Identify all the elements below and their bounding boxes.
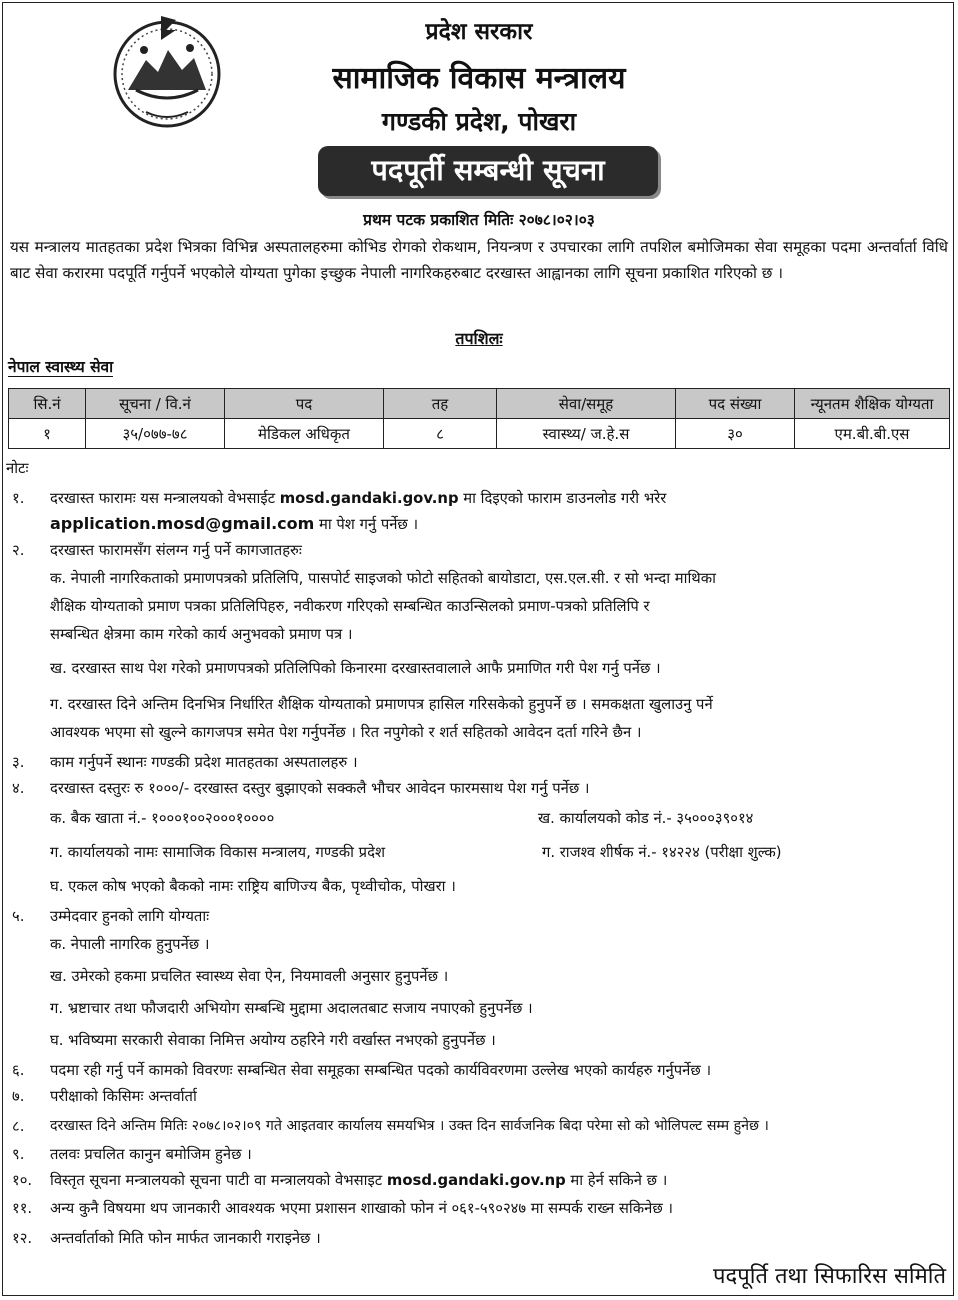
col-header: सेवा/समूह	[497, 389, 676, 419]
note-item-2-ga: आवश्यक भएमा सो खुल्ने कागजपत्र समेत पेश गर्नुपर्नेछ । रित नपुगेको र शर्त सहितको आवेदन दर्ता गरिने छैन ।	[50, 724, 642, 741]
note-item-5-gha: घ. भविष्यमा सरकारी सेवाका निमित्त अयोग्य ठहरिने गरी वर्खास्त नभएको हुनुपर्नेछ ।	[50, 1032, 496, 1049]
header-ministry: सामाजिक विकास मन्त्रालय	[332, 61, 626, 96]
note-item-2-kha: ख. दरखास्त साथ पेश गरेको प्रमाणपत्रको प्रतिलिपिको किनारमा दरखास्तवालाले आफै प्रमाणित गरी पेश गर्नु पर्नेछ ।	[50, 660, 661, 677]
published-date: प्रथम पटक प्रकाशित मितिः २०७८।०२।०३	[363, 211, 595, 229]
notes-label: नोटः	[6, 460, 29, 477]
signature-committee: पदपूर्ति तथा सिफारिस समिति	[713, 1264, 946, 1289]
email-link[interactable]: application.mosd@gmail.com	[50, 514, 315, 533]
header-location: गण्डकी प्रदेश, पोखरा	[381, 107, 577, 136]
table-cell: मेडिकल अधिकृत	[225, 419, 384, 449]
table-cell: ८	[384, 419, 497, 449]
vacancy-table	[8, 388, 950, 449]
website-link[interactable]: mosd.gandaki.gov.np	[386, 1172, 566, 1189]
table-header-row	[9, 389, 950, 419]
website-link[interactable]: mosd.gandaki.gov.np	[279, 490, 459, 507]
header-government: प्रदेश सरकार	[425, 19, 533, 45]
note-item-4-ga: ग. कार्यालयको नामः सामाजिक विकास मन्त्रालय, गण्डकी प्रदेश	[50, 844, 386, 861]
notice-title-banner: पदपूर्ती सम्बन्धी सूचना	[318, 146, 658, 196]
note-item-2-ka: क. नेपाली नागरिकताको प्रमाणपत्रको प्रतिलिपि, पासपोर्ट साइजको फोटो सहितको बायोडाटा, एस.एल.सी. र सो भन्दा माथिका	[50, 570, 716, 587]
col-header: सूचना / वि.नं	[86, 389, 225, 419]
table-cell: एम.बी.बी.एस	[795, 419, 950, 449]
table-cell: ३५/०७७-७८	[86, 419, 225, 449]
col-header: तह	[384, 389, 497, 419]
intro-paragraph: यस मन्त्रालय मातहतका प्रदेश भित्रका विभिन्न अस्पतालहरुमा कोभिड रोगको रोकथाम, नियन्त्रण र उपचारका लागि तपशिल बमोजिमका सेवा समूहका पदमा अन्तर्वार्ता विधि बाट सेवा करारमा पदपूर्ति गर्नुपर्ने भएकोले योग्यता पुगेका इच्छुक नेपाली नागरिकहरुबाट दरखास्त आह्वानका लागि सूचना प्रकाशित गरिएको छ ।	[10, 238, 948, 282]
col-header: पद	[225, 389, 384, 419]
note-item-4-gha: घ. एकल कोष भएको बैकको नामः राष्ट्रिय बाणिज्य बैक, पृथ्वीचोक, पोखरा ।	[50, 878, 456, 895]
service-heading: नेपाल स्वास्थ्य सेवा	[8, 358, 114, 376]
col-header: सि.नं	[9, 389, 86, 419]
note-item-2-ka: सम्बन्धित क्षेत्रमा काम गरेको कार्य अनुभवको प्रमाण पत्र ।	[50, 626, 353, 643]
note-item-2-ka: शैक्षिक योग्यताको प्रमाण पत्रका प्रतिलिपिहरु, नवीकरण गरिएको सम्बन्धित काउन्सिलको प्रमाण-पत्रको प्रतिलिपि र	[50, 598, 650, 615]
table-cell: १	[9, 419, 86, 449]
table-cell: स्वास्थ्य/ ज.हे.स	[497, 419, 676, 449]
note-item-5-ga: ग. भ्रष्टाचार तथा फौजदारी अभियोग सम्बन्धि मुद्दामा अदालतबाट सजाय नपाएको हुनुपर्नेछ ।	[50, 1000, 533, 1017]
col-header: न्यूनतम शैक्षिक योग्यता	[795, 389, 950, 419]
table-cell: ३०	[676, 419, 795, 449]
col-header: पद संख्या	[676, 389, 795, 419]
note-item-5-kha: ख. उमेरको हकमा प्रचलित स्वास्थ्य सेवा ऐन, नियमावली अनुसार हुनुपर्नेछ ।	[50, 968, 449, 985]
note-item-4-ga2: ग. राजश्व शीर्षक नं.- १४२२४ (परीक्षा शुल्क)	[542, 844, 782, 861]
table-row	[9, 419, 950, 449]
tapashil-heading: तपशिलः	[455, 329, 503, 348]
note-item-4-kha: ख. कार्यालयको कोड नं.- ३५०००३९०१४	[538, 810, 754, 827]
note-item-5-ka: क. नेपाली नागरिक हुनुपर्नेछ ।	[50, 936, 210, 953]
note-item-2-ga: ग. दरखास्त दिने अन्तिम दिनभित्र निर्धारित शैक्षिक योग्यताको प्रमाणपत्र हासिल गरिसकेको हुनुपर्ने छ । समकक्षता खुलाउनु पर्ने	[50, 696, 713, 713]
note-item-1-cont: application.mosd@gmail.com मा पेश गर्नु पर्नेछ ।	[50, 514, 419, 533]
note-item-4-ka: क. बैक खाता नं.- १०००१००२०००१००००	[50, 810, 275, 827]
